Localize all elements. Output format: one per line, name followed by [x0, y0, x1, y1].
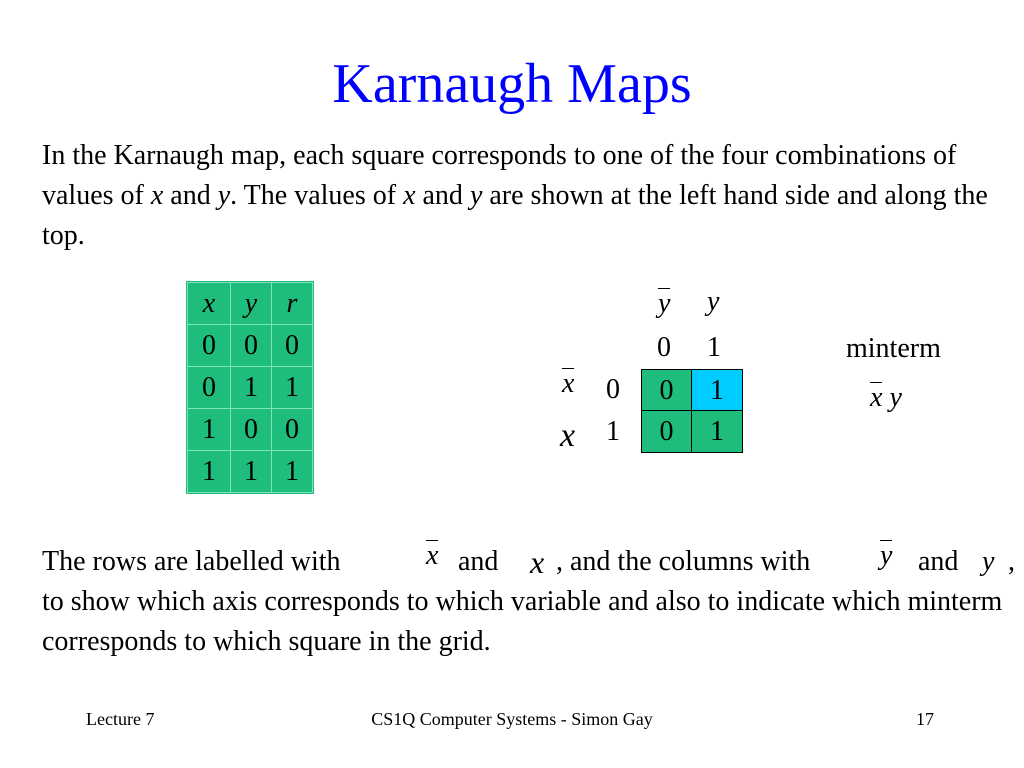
minterm-xbar: x	[870, 382, 883, 413]
kmap-col-var-ybar: y	[658, 288, 671, 319]
truth-table-cell: 0	[231, 409, 272, 451]
truth-table-header-r: r	[272, 283, 313, 325]
truth-table-row	[188, 367, 313, 409]
kmap-row-var-xbar: x	[562, 368, 575, 399]
truth-table-cell: 1	[272, 367, 313, 409]
kmap-cell-00: 0	[642, 370, 692, 411]
explanation-text-3: to show which axis corresponds to which variable and also to indicate which minterm corresponds to which square in the grid.	[42, 586, 1003, 657]
explanation-ybar: y	[880, 540, 893, 571]
intro-var-y: y	[217, 180, 231, 211]
truth-table-cell: 0	[272, 325, 313, 367]
truth-table-row	[188, 409, 313, 451]
explanation-xbar: x	[426, 540, 439, 571]
truth-table-header-row	[188, 283, 313, 325]
truth-table-header-y: y	[231, 283, 272, 325]
truth-table-cell: 0	[272, 409, 313, 451]
intro-text-2: and	[163, 180, 218, 211]
kmap-col-val-0: 0	[657, 332, 671, 363]
minterm-label: minterm	[846, 333, 941, 364]
kmap-cell-01-highlighted: 1	[692, 370, 742, 411]
explanation-and-1: and	[458, 546, 499, 577]
explanation-text-1: The rows are labelled with	[42, 546, 341, 577]
explanation-paragraph	[42, 542, 1022, 662]
footer-page-number: 17	[916, 709, 934, 729]
truth-table-cell: 1	[231, 367, 272, 409]
intro-text-1: In the Karnaugh map, each square corresponds to one of the four combinations of values of	[42, 140, 957, 211]
truth-table-cell: 1	[231, 451, 272, 493]
explanation-and-2: and	[918, 546, 959, 577]
truth-table	[187, 282, 313, 493]
truth-table-cell: 0	[231, 325, 272, 367]
truth-table-cell: 1	[272, 451, 313, 493]
intro-text-5: are shown at the left hand side and along the top.	[42, 180, 988, 251]
truth-table-cell: 1	[188, 451, 231, 493]
kmap-grid	[641, 369, 743, 453]
explanation-comma: ,	[1008, 546, 1015, 577]
footer-center: CS1Q Computer Systems - Simon Gay	[371, 709, 653, 729]
truth-table-row	[188, 325, 313, 367]
kmap-row-val-0: 0	[606, 374, 620, 405]
kmap-col-val-1: 1	[707, 332, 721, 363]
truth-table-cell: 0	[188, 367, 231, 409]
kmap-col-var-y: y	[707, 286, 720, 317]
minterm-expression	[870, 382, 902, 414]
explanation-y: y	[982, 546, 995, 577]
kmap-cell-10: 0	[642, 411, 692, 452]
truth-table-cell: 1	[188, 409, 231, 451]
explanation-text-2: , and the columns with	[556, 546, 811, 577]
truth-table-cell: 0	[188, 325, 231, 367]
kmap-cell-11: 1	[692, 411, 742, 452]
footer-left: Lecture 7	[86, 709, 155, 729]
explanation-line-1	[42, 542, 1022, 582]
explanation-x: x	[530, 544, 545, 580]
intro-var-x-2: x	[403, 180, 416, 211]
kmap-row-var-x: x	[560, 417, 576, 454]
slide-title: Karnaugh Maps	[332, 53, 692, 115]
minterm-y: y	[889, 382, 902, 413]
truth-table-row	[188, 451, 313, 493]
truth-table-header-x: x	[188, 283, 231, 325]
intro-var-y-2: y	[469, 180, 483, 211]
kmap-row-val-1: 1	[606, 416, 620, 447]
intro-text-4: and	[415, 180, 470, 211]
intro-text-3: . The values of	[230, 180, 404, 211]
intro-var-x: x	[150, 180, 164, 211]
intro-paragraph	[42, 136, 1002, 256]
